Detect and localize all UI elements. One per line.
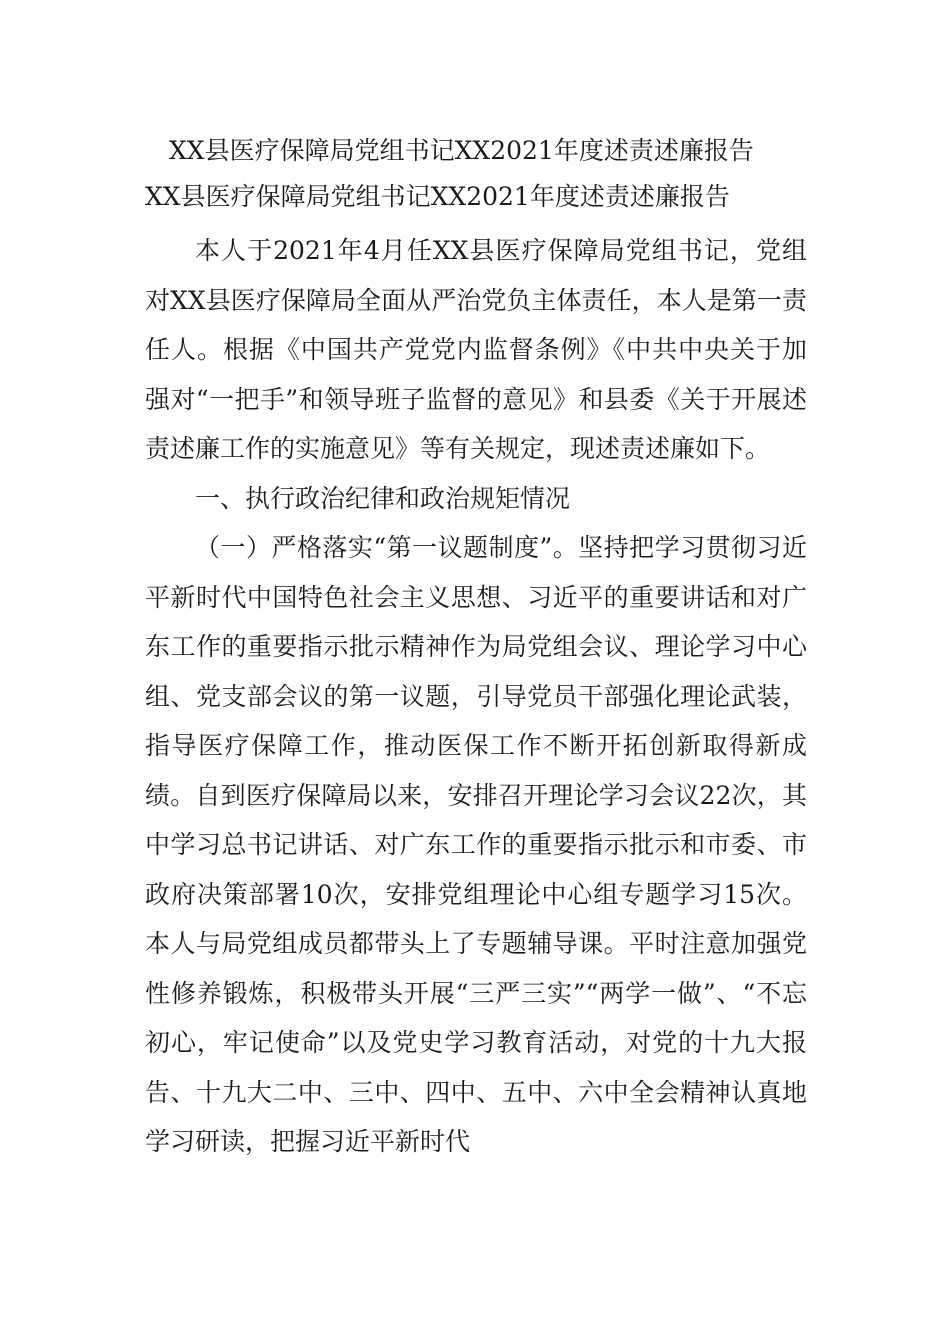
section-heading-1: 一、执行政治纪律和政治规矩情况 (195, 483, 571, 513)
document-title-line-1: XX县医疗保障局党组书记XX2021年度述责述廉报告 (169, 136, 754, 165)
document-content (145, 128, 807, 1167)
document-title-line-2: XX县医疗保障局党组书记XX2021年度述责述廉报告 (145, 182, 730, 211)
paragraph-intro: 本人于2021年4月任XX县医疗保障局党组书记，党组对XX县医疗保障局全面从严治党负主体责任，本人是第一责任人。根据《中国共产党党内监督条例》《中共中央关于加强对“一把手”和领导班子监督的意见》和县委《关于开展述责述廉工作的实施意见》等有关规定，现述责述廉如下。 (145, 236, 807, 463)
document-body (145, 226, 807, 1167)
paragraph-section-1-item-1: （一）严格落实“第一议题制度”。坚持把学习贯彻习近平新时代中国特色社会主义思想、习近平的重要讲话和对广东工作的重要指示批示精神作为局党组会议、理论学习中心组、党支部会议的第一议题，引导党员干部强化理论武装，指导医疗保障工作，推动医保工作不断开拓创新取得新成绩。自到医疗保障局以来，安排召开理论学习会议22次，其中学习总书记讲话、对广东工作的重要指示批示和市委、市政府决策部署10次，安排党组理论中心组专题学习15次。本人与局党组成员都带头上了专题辅导课。平时注意加强党性修养锻炼，积极带头开展“三严三实”“两学一做”、“不忘初心，牢记使命”以及党史学习教育活动，对党的十九大报告、十九大二中、三中、四中、五中、六中全会精神认真地学习研读，把握习近平新时代 (145, 533, 807, 1156)
